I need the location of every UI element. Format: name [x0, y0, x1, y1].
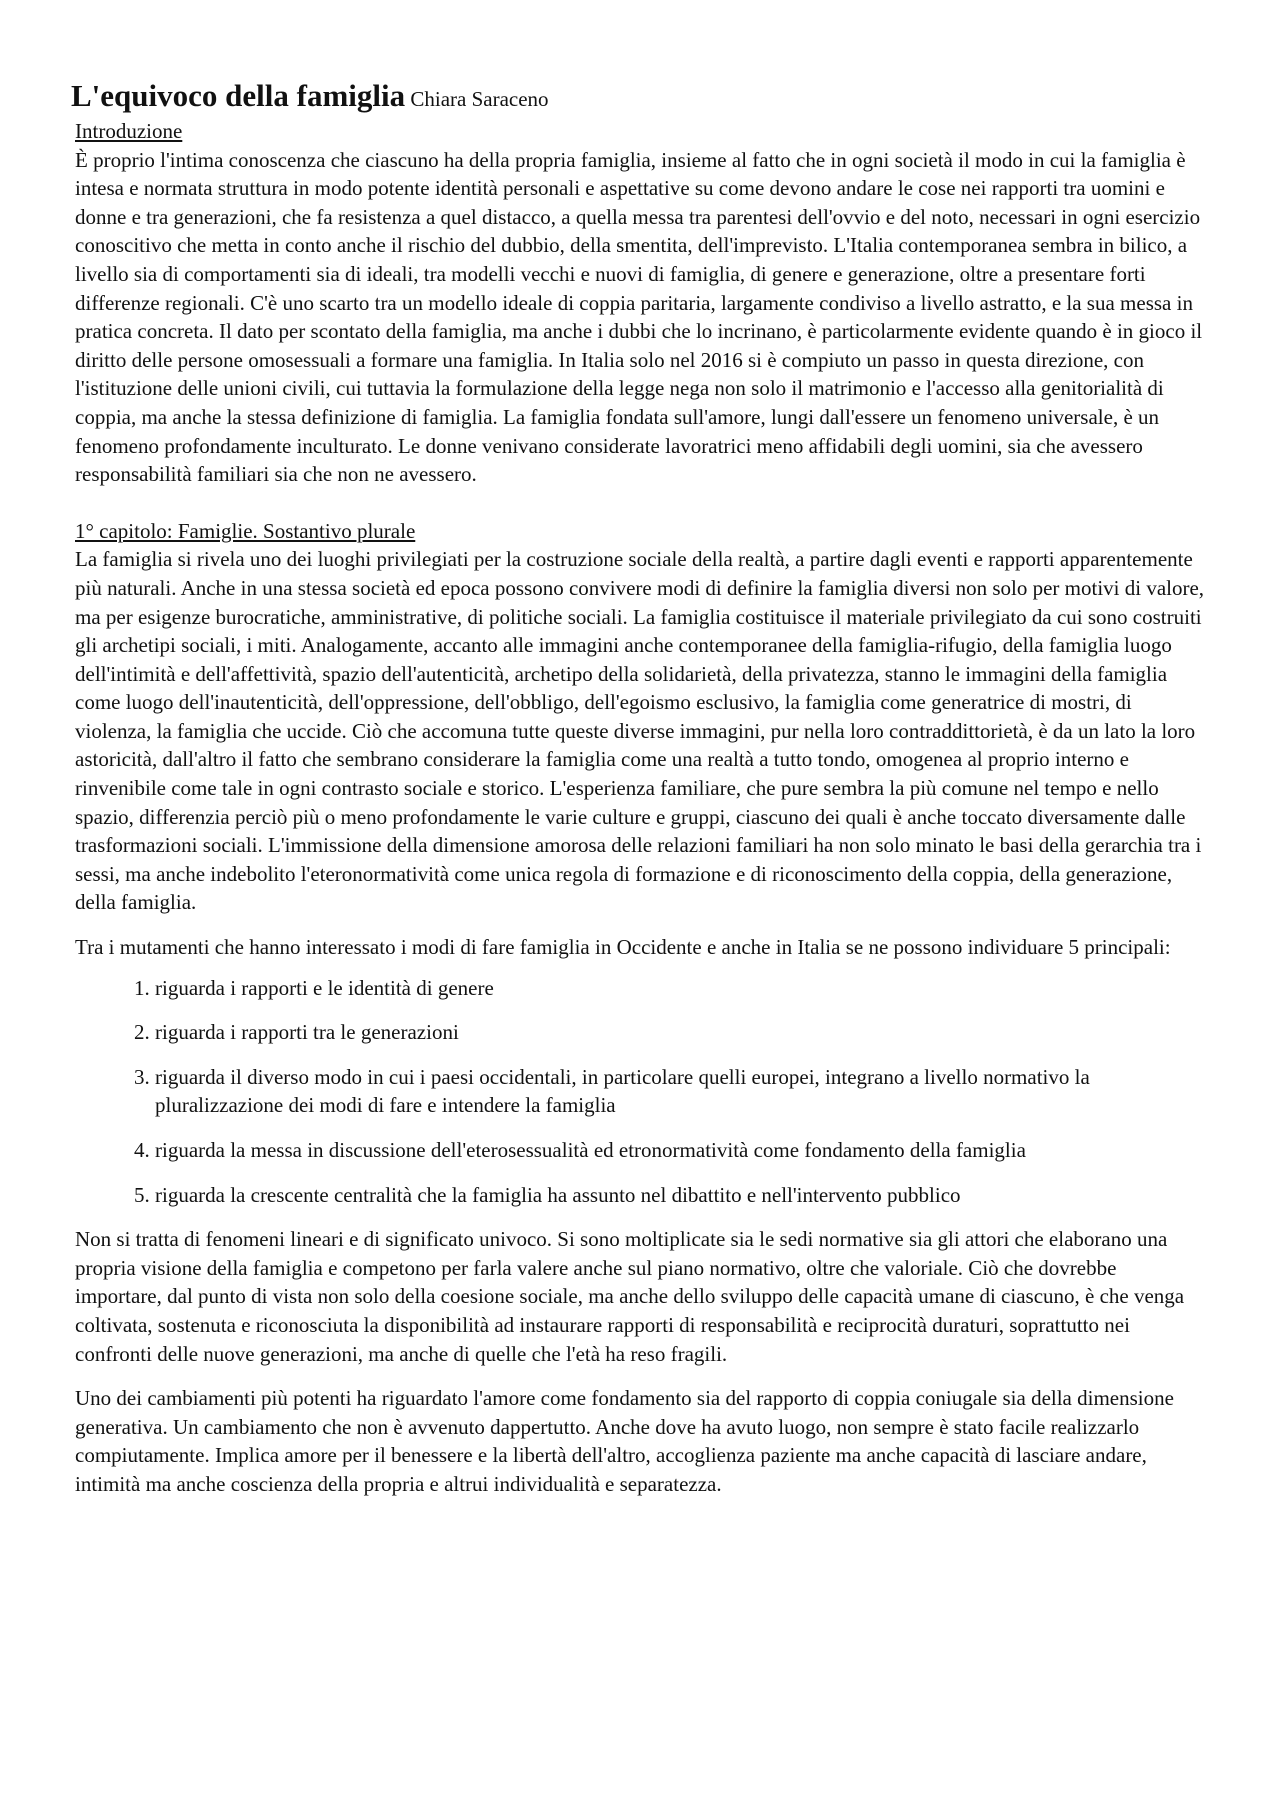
- list-item: 2. riguarda i rapporti tra le generazioni: [155, 1018, 1205, 1047]
- title-line: [71, 78, 1205, 117]
- changes-list: [75, 974, 1205, 1210]
- list-item: 3. riguarda il diverso modo in cui i paesi occidentali, in particolare quelli europei, integrano a livello normativo la pluralizzazione dei modi di fare e intendere la famiglia: [155, 1063, 1205, 1120]
- chapter1-heading: 1° capitolo: Famiglie. Sostantivo plurale: [75, 518, 416, 543]
- list-item: 4. riguarda la messa in discussione dell'eterosessualità ed etronormatività come fondamento della famiglia: [155, 1136, 1205, 1165]
- chapter1-paragraph-1: La famiglia si rivela uno dei luoghi privilegiati per la costruzione sociale della realtà, a partire dagli eventi e rapporti apparentemente più naturali. Anche in una stessa società ed epoca possono convivere modi di definire la famiglia diversi non solo per motivi di valore, ma per esigenze burocratiche, amministrative, di politiche sociali. La famiglia costituisce il materiale privilegiato da cui sono costruiti gli archetipi sociali, i miti. Analogamente, accanto alle immagini anche contemporanee della famiglia-rifugio, della famiglia luogo dell'intimità e dell'affettività, spazio dell'autenticità, archetipo della solidarietà, della privatezza, stanno le immagini della famiglia come luogo dell'inautenticità, dell'oppressione, dell'obbligo, dell'egoismo esclusivo, la famiglia come generatrice di mostri, di violenza, la famiglia che uccide. Ciò che accomuna tutte queste diverse immagini, pur nella loro contraddittorietà, è da un lato la loro astoricità, dall'altro il fatto che sembrano considerare la famiglia come una realtà a tutto tondo, omogenea al proprio interno e rinvenibile come tale in ogni contrasto sociale e storico. L'esperienza familiare, che pure sembra la più comune nel tempo e nello spazio, differenzia perciò più o meno profondamente le varie culture e gruppi, ciascuno dei quali è anche toccato diversamente dalle trasformazioni sociali. L'immissione della dimensione amorosa delle relazioni familiari ha non solo minato le basi della gerarchia tra i sessi, ma anche indebolito l'eteronormatività come unica regola di formazione e di riconoscimento della coppia, della generazione, della famiglia.: [75, 547, 1205, 915]
- intro-heading: Introduzione: [75, 119, 183, 143]
- document-author: Chiara Saraceno: [410, 87, 549, 111]
- document-page: [71, 78, 1205, 1499]
- document-title: L'equivoco della famiglia: [71, 78, 406, 113]
- list-item: 5. riguarda la crescente centralità che la famiglia ha assunto nel dibattito e nell'intervento pubblico: [155, 1181, 1205, 1210]
- chapter1-paragraph-3: Non si tratta di fenomeni lineari e di significato univoco. Si sono moltiplicate sia le sedi normative sia gli attori che elaborano una propria visione della famiglia e competono per farla valere anche sul piano normativo, oltre che valoriale. Ciò che dovrebbe importare, dal punto di vista non solo della coesione sociale, ma anche dello sviluppo delle capacità umane di ciascuno, è che venga coltivata, sostenuta e riconosciuta la disponibilità ad instaurare rapporti di responsabilità e reciprocità duraturi, soprattutto nei confronti delle nuove generazioni, ma anche di quelle che l'età ha reso fragili.: [75, 1227, 1185, 1366]
- intro-paragraph: È proprio l'intima conoscenza che ciascuno ha della propria famiglia, insieme al fatto che in ogni società il modo in cui la famiglia è intesa e normata struttura in modo potente identità personali e aspettative su come devono andare le cose nei rapporti tra uomini e donne e tra generazioni, che fa resistenza a quel distacco, a quella messa tra parentesi dell'ovvio e del noto, necessari in ogni esercizio conoscitivo che metta in conto anche il rischio del dubbio, della smentita, dell'imprevisto. L'Italia contemporanea sembra in bilico, a livello sia di comportamenti sia di ideali, tra modelli vecchi e nuovi di famiglia, di genere e generazione, oltre a presentare forti differenze regionali. C'è uno scarto tra un modello ideale di coppia paritaria, largamente condiviso a livello astratto, e la sua messa in pratica concreta. Il dato per scontato della famiglia, ma anche i dubbi che lo incrinano, è particolarmente evidente quando è in gioco il diritto delle persone omosessuali a formare una famiglia. In Italia solo nel 2016 si è compiuto un passo in questa direzione, con l'istituzione delle unioni civili, cui tuttavia la formulazione della legge nega non solo il matrimonio e l'accesso alla genitorialità di coppia, ma anche la stessa definizione di famiglia. La famiglia fondata sull'amore, lungi dall'essere un fenomeno universale, è un fenomeno profondamente inculturato. Le donne venivano considerate lavoratrici meno affidabili degli uomini, sia che avessero responsabilità familiari sia che non ne avessero.: [75, 147, 1203, 487]
- chapter1-paragraph-2: Tra i mutamenti che hanno interessato i modi di fare famiglia in Occidente e anche in Italia se ne possono individuare 5 principali:: [75, 935, 1171, 960]
- list-item: 1. riguarda i rapporti e le identità di genere: [155, 974, 1205, 1003]
- chapter1-paragraph-4: Uno dei cambiamenti più potenti ha riguardato l'amore come fondamento sia del rapporto di coppia coniugale sia della dimensione generativa. Un cambiamento che non è avvenuto dappertutto. Anche dove ha avuto luogo, non sempre è stato facile realizzarlo compiutamente. Implica amore per il benessere e la libertà dell'altro, accoglienza paziente ma anche capacità di lasciare andare, intimità ma anche coscienza della propria e altrui individualità e separatezza.: [75, 1386, 1174, 1496]
